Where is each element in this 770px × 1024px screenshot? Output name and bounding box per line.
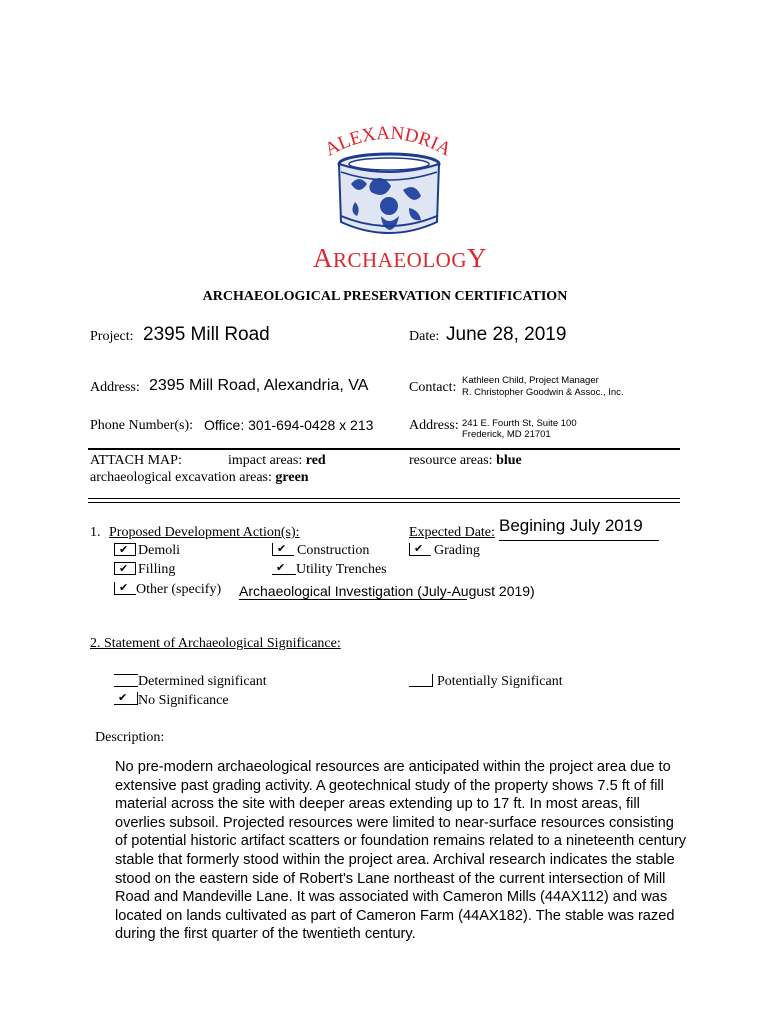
filling-label: Filling bbox=[138, 562, 176, 577]
contact-line2: R. Christopher Goodwin & Assoc., Inc. bbox=[462, 387, 624, 398]
other-checkbox[interactable]: ✔ bbox=[114, 582, 136, 595]
page-title: ARCHAEOLOGICAL PRESERVATION CERTIFICATION bbox=[202, 289, 568, 304]
description-label: Description: bbox=[95, 730, 165, 745]
divider bbox=[88, 498, 680, 499]
date-label: Date: bbox=[409, 329, 440, 344]
logo-top-text: ALEXANDRIA bbox=[321, 122, 455, 161]
filling-checkbox[interactable]: ✔ bbox=[114, 562, 136, 575]
contact-address-line2: Frederick, MD 21701 bbox=[462, 429, 551, 440]
date-value: June 28, 2019 bbox=[446, 324, 567, 345]
determined-checkbox[interactable] bbox=[114, 674, 138, 687]
contact-address-label: Address: bbox=[409, 418, 459, 433]
resource-areas: resource areas: blue bbox=[409, 453, 522, 468]
description-text: No pre-modern archaeological resources are anticipated within the project area due to extensive past grading activity. A geotechnical study of the property shows 7.5 ft of fill material across the site with deeper areas extending up to 17 ft. In most areas, fill overlies subsoil. Projected resources were limited to near-surface resources consisting of potential historic artifact scatters or foundation remains related to a nineteenth century stable that formerly stood within the project area. Archival research indicates the stable stood on the eastern side of Robert's Lane northeast of the current intersection of Mill Road and Mandeville Lane. It was associated with Cameron Mills (44AX112) and was located on lands cultivated as part of Cameron Farm (44AX182). The stable was razed during the first quarter of the twentieth century. bbox=[115, 759, 687, 943]
logo-jar-image bbox=[333, 150, 445, 246]
excavation-areas: archaeological excavation areas: green bbox=[90, 470, 309, 485]
other-specify-underline bbox=[239, 599, 467, 600]
contact-label: Contact: bbox=[409, 380, 457, 395]
section1-number: 1. bbox=[90, 525, 101, 540]
impact-areas: impact areas: red bbox=[228, 453, 326, 468]
grading-label: Grading bbox=[434, 543, 480, 558]
other-specify-value: Archaeological Investigation (July-August 2019) bbox=[239, 583, 535, 599]
divider bbox=[88, 448, 680, 450]
no-significance-checkbox[interactable]: ✔ bbox=[114, 692, 138, 705]
contact-address-line1: 241 E. Fourth St, Suite 100 bbox=[462, 418, 577, 429]
section2-heading: 2. Statement of Archaeological Significance: bbox=[90, 636, 341, 651]
grading-checkbox[interactable]: ✔ bbox=[409, 543, 431, 556]
demoli-label: Demoli bbox=[138, 543, 180, 558]
determined-label: Determined significant bbox=[138, 674, 267, 689]
potential-label: Potentially Significant bbox=[437, 674, 563, 689]
project-value: 2395 Mill Road bbox=[143, 324, 270, 345]
phone-label: Phone Number(s): bbox=[90, 418, 194, 433]
no-significance-label: No Significance bbox=[138, 693, 229, 708]
potential-checkbox[interactable] bbox=[409, 674, 433, 687]
expected-date-label: Expected Date: bbox=[409, 525, 495, 540]
demoli-checkbox[interactable]: ✔ bbox=[114, 543, 136, 556]
expected-date-value: Begining July 2019 bbox=[499, 516, 643, 535]
construction-checkbox[interactable]: ✔ bbox=[272, 543, 294, 556]
section1-heading: Proposed Development Action(s): bbox=[109, 525, 300, 540]
other-label: Other (specify) bbox=[136, 582, 222, 597]
project-label: Project: bbox=[90, 329, 134, 344]
divider bbox=[88, 502, 680, 503]
address-label: Address: bbox=[90, 380, 140, 395]
utility-checkbox[interactable]: ✔ bbox=[272, 562, 296, 575]
address-value: 2395 Mill Road, Alexandria, VA bbox=[149, 377, 369, 394]
contact-line1: Kathleen Child, Project Manager bbox=[462, 375, 599, 386]
logo-bottom-text: ARCHAEOLOGY bbox=[313, 243, 487, 273]
attach-map-label: ATTACH MAP: bbox=[90, 453, 182, 468]
construction-label: Construction bbox=[297, 543, 370, 558]
expected-date-line bbox=[499, 540, 659, 541]
utility-label: Utility Trenches bbox=[296, 562, 387, 577]
phone-value: Office: 301-694-0428 x 213 bbox=[204, 417, 374, 433]
